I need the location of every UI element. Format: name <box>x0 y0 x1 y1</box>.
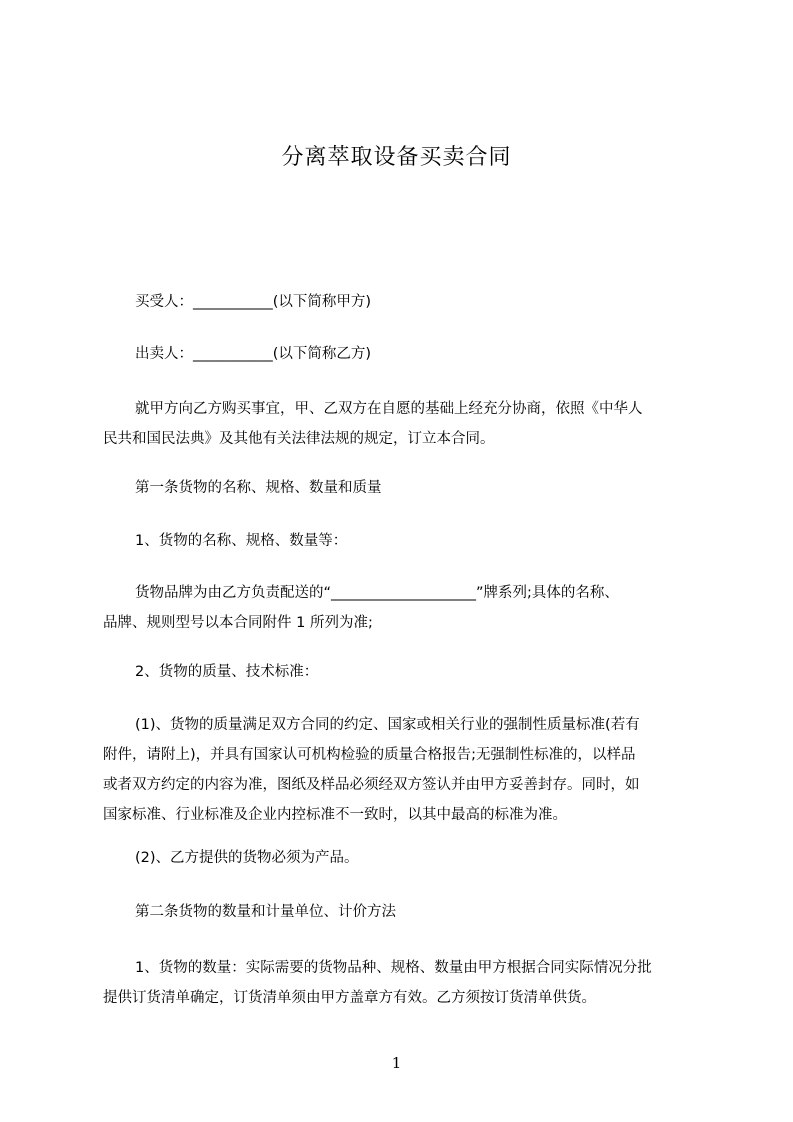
seller-paragraph <box>103 339 703 369</box>
clause-1-1-body <box>103 578 703 638</box>
text-line: 第二条货物的数量和计量单位、计价方法 <box>135 904 396 920</box>
text-line: 1、货物的数量：实际需要的货物品种、规格、数量由甲方根据合同实际情况分批 <box>135 960 652 976</box>
preamble-paragraph <box>103 394 703 454</box>
text-line: 民共和国民法典》及其他有关法律法规的规定，订立本合同。 <box>103 431 495 447</box>
text-line: 买受人：___________(以下简称甲方) <box>135 294 372 310</box>
clause-1-1-heading <box>103 526 703 556</box>
text-line: 或者双方约定的内容为准，图纸及样品必须经双方签认并由甲方妥善封存。同时，如 <box>103 777 640 793</box>
clause-2-1-body <box>103 953 703 1013</box>
text-line: 就甲方向乙方购买事宜，甲、乙双方在自愿的基础上经充分协商，依照《中华人 <box>135 401 643 417</box>
text-line: 1、货物的名称、规格、数量等： <box>135 533 348 549</box>
page-number: 1 <box>391 1054 402 1072</box>
text-line: (2)、乙方提供的货物必须为产品。 <box>135 850 359 866</box>
text-line: 品牌、规则型号以本合同附件 1 所列为准; <box>103 615 373 631</box>
clause-1-2-heading <box>103 657 703 687</box>
text-line: 第一条货物的名称、规格、数量和质量 <box>135 480 382 496</box>
text-line: 2、货物的质量、技术标准： <box>135 664 319 680</box>
clause-1-2-2-body <box>103 843 703 873</box>
buyer-paragraph <box>103 287 703 317</box>
text-line: (1)、货物的质量满足双方合同的约定、国家或相关行业的强制性质量标准(若有 <box>135 717 640 733</box>
article-2-heading <box>103 897 703 927</box>
text-line: 货物品牌为由乙方负责配送的“____________________”牌系列;具体的名称、 <box>135 585 619 601</box>
article-1-heading <box>103 473 703 503</box>
clause-1-2-1-body <box>103 710 703 830</box>
text-line: 国家标准、行业标准及企业内控标准不一致时，以其中最高的标准为准。 <box>103 807 567 823</box>
document-title: 分离萃取设备买卖合同 <box>281 145 512 170</box>
text-line: 提供订货清单确定，订货清单须由甲方盖章方有效。乙方须按订货清单供货。 <box>103 990 596 1006</box>
text-line: 出卖人：___________(以下简称乙方) <box>135 346 372 362</box>
text-line: 附件，请附上)，并具有国家认可机构检验的质量合格报告;无强制性标准的，以样品 <box>103 747 636 763</box>
